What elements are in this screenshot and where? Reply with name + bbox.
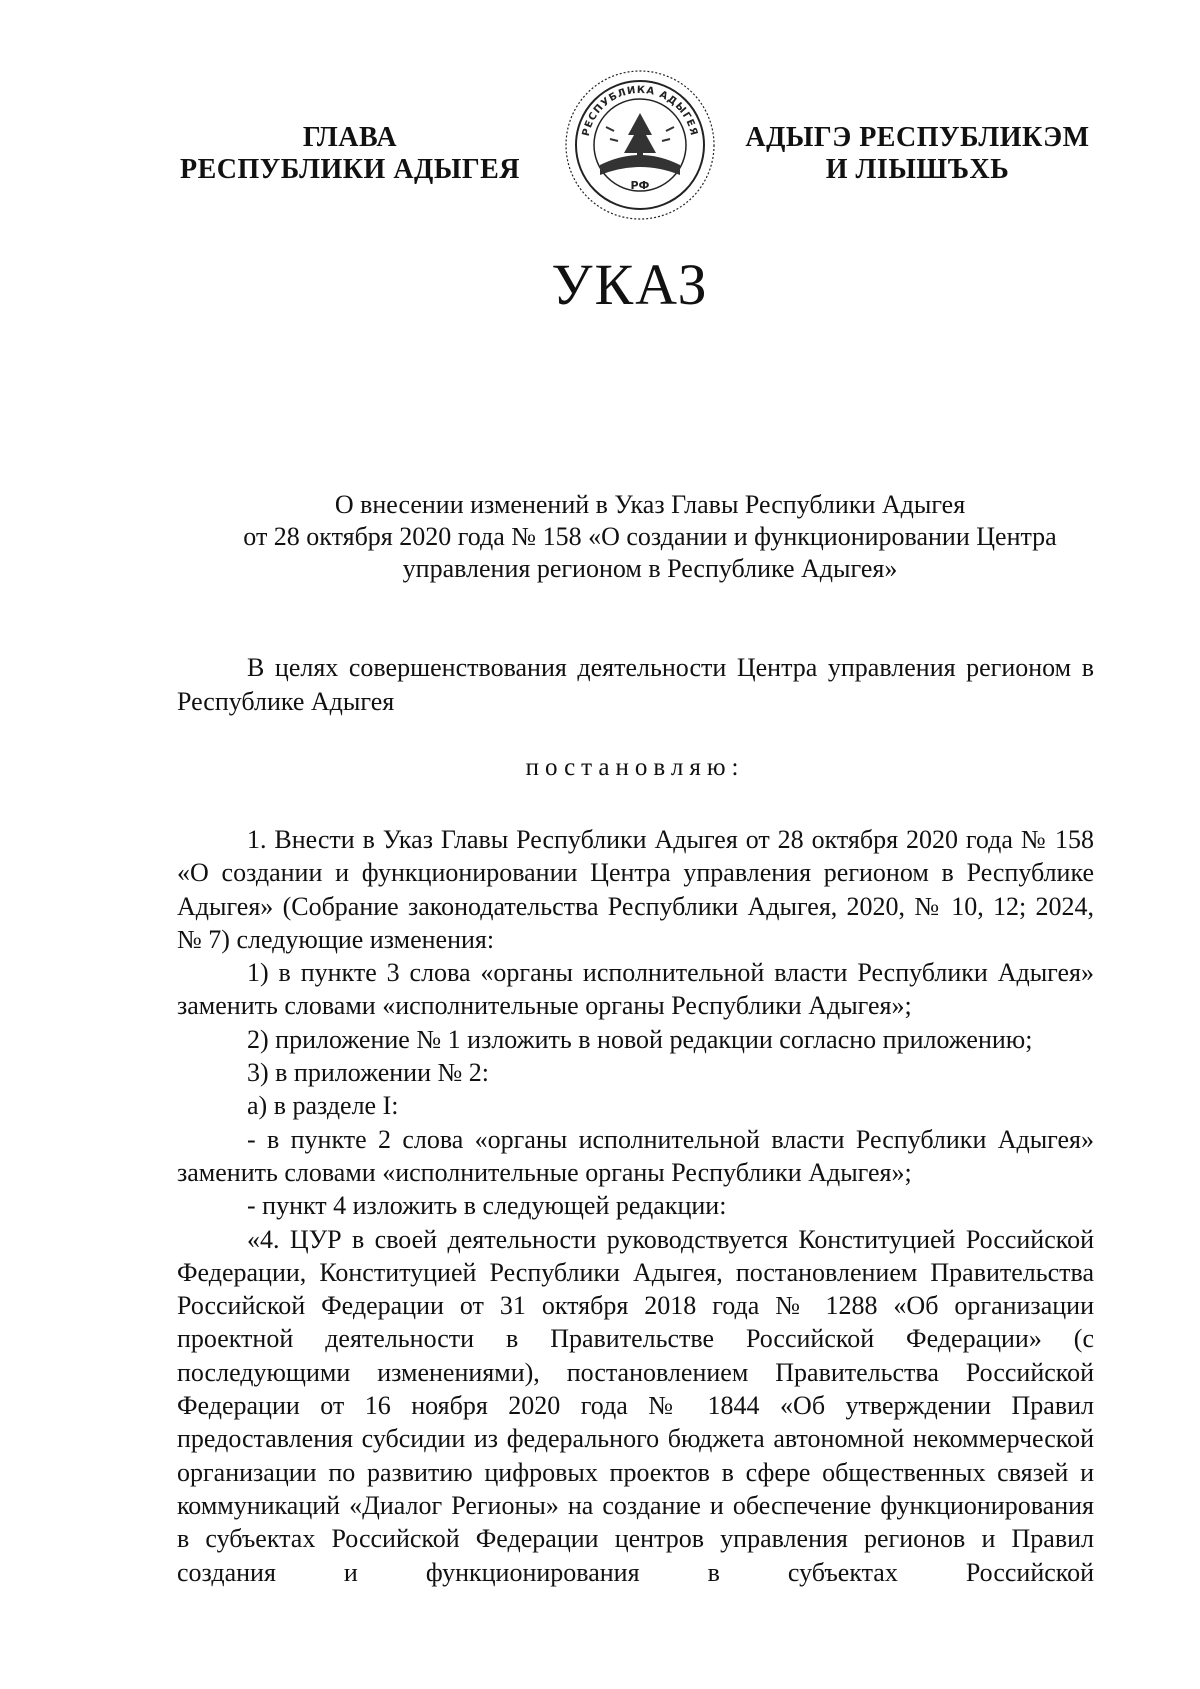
- paragraph: - пункт 4 изложить в следующей редакции:: [247, 1191, 727, 1221]
- header-right: [745, 122, 1090, 186]
- preamble: В целях совершенствования деятельности Центра управления регионом в Республике Адыгея: [177, 653, 1094, 716]
- header-left-line1: ГЛАВА: [302, 122, 398, 153]
- paragraph: «4. ЦУР в своей деятельности руководствуется Конституцией Российской Федерации, Конституцией Республики Адыгея, постановлением Правительства Российской Федерации от 31 октября 2018 года № 1288 «Об организации проектной деятельности в Правительстве Российской Федерации» (с последующими изменениями), постановлением Правительства Российской Федерации от 16 ноября 2020 года № 1844 «Об утверждении Правил предоставления субсидии из федерального бюджета автономной некоммерческой организации по развитию цифровых проектов в сфере общественных связей и коммуникаций «Диалог Регионы» на создание и обеспечение функционирования в субъектах Российской Федерации центров управления регионов и Правил создания и функционирования в субъектах Российской: [177, 1224, 1094, 1587]
- paragraph: - в пункте 2 слова «органы исполнительной власти Республики Адыгея» заменить словами «исполнительные органы Республики Адыгея»;: [177, 1124, 1094, 1187]
- emblem-bottom-text: РФ: [630, 179, 650, 192]
- header-right-line2: И ЛІЫШЪХЬ: [825, 154, 1010, 185]
- document-subject: [180, 489, 1120, 585]
- header-right-line1: АДЫГЭ РЕСПУБЛИКЭМ: [745, 122, 1090, 153]
- document-body: [177, 823, 1094, 1589]
- header-left: [170, 122, 530, 186]
- paragraph: а) в разделе I:: [247, 1091, 399, 1121]
- subject-line-2: от 28 октября 2020 года № 158 «О создании и функционировании Центра: [243, 522, 1057, 551]
- paragraph: 3) в приложении № 2:: [247, 1058, 490, 1088]
- emblem-top-text: РЕСПУБЛИКА АДЫГЕЯ: [580, 84, 700, 138]
- header-left-line2: РЕСПУБЛИКИ АДЫГЕЯ: [179, 154, 521, 185]
- paragraph: 2) приложение № 1 изложить в новой редакции согласно приложению;: [247, 1024, 1033, 1054]
- subject-line-1: О внесении изменений в Указ Главы Республики Адыгея: [334, 490, 966, 519]
- paragraph: 1) в пункте 3 слова «органы исполнительной власти Республики Адыгея» заменить словами «исполнительные органы Республики Адыгея»;: [177, 958, 1094, 1021]
- decree-word: постановляю:: [525, 754, 745, 781]
- republic-emblem-icon: [560, 65, 720, 225]
- subject-line-3: управления регионом в Республике Адыгея»: [402, 554, 898, 583]
- document-title: УКАЗ: [551, 252, 709, 317]
- paragraph: 1. Внести в Указ Главы Республики Адыгея от 28 октября 2020 года № 158 «О создании и функционировании Центра управления регионом в Республике Адыгея» (Собрание законодательства Республики Адыгея, 2020, № 10, 12; 2024, № 7) следующие изменения:: [177, 825, 1094, 954]
